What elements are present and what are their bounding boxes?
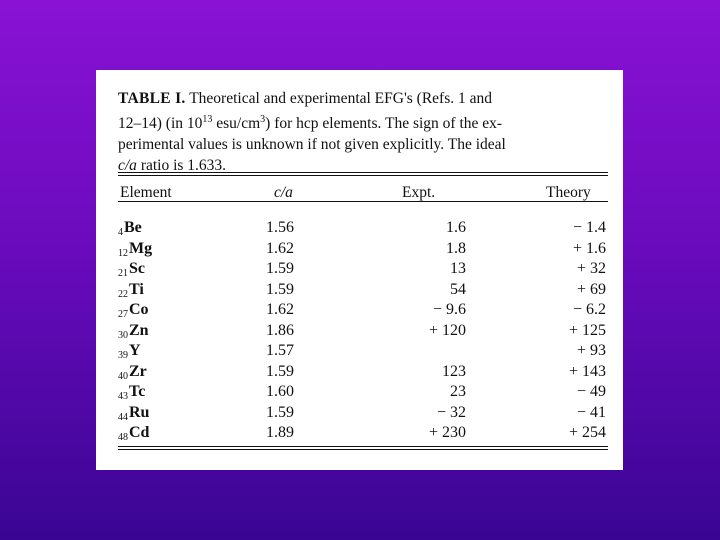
cell-ca: 1.59: [266, 362, 294, 380]
caption-exponent-3: 3: [260, 114, 266, 125]
cell-expt: 13: [450, 260, 466, 277]
caption-exponent-13: 13: [202, 114, 213, 125]
cell-expt: + 230: [428, 424, 466, 441]
caption-line-2a: 12–14) (in 10: [118, 115, 203, 133]
cell-ca: 1.89: [266, 424, 294, 441]
cell-theory: − 6.2: [572, 301, 606, 318]
caption-line-2b: esu/cm: [212, 115, 261, 133]
cell-expt: 54: [450, 280, 466, 298]
table-row: [96, 218, 623, 238]
table-page: [96, 70, 623, 470]
caption-line-1: Theoretical and experimental EFG's (Refs. 1 and: [189, 90, 492, 107]
table-row: [96, 382, 623, 402]
element-symbol: Co: [129, 301, 149, 318]
cell-expt: − 32: [436, 403, 466, 421]
element-symbol: Ru: [129, 403, 150, 421]
caption-line-4: ratio is 1.633.: [136, 157, 227, 175]
header-element: Element: [120, 184, 172, 201]
table-row: [96, 280, 623, 300]
cell-ca: 1.60: [266, 383, 294, 400]
cell-expt: + 120: [428, 321, 466, 339]
element-symbol: Zn: [129, 321, 149, 339]
atomic-number: 22: [118, 288, 128, 300]
table-caption: [118, 88, 608, 176]
cell-theory: + 125: [568, 321, 606, 339]
bottom-rule-double: [118, 449, 608, 450]
cell-theory: + 93: [576, 342, 606, 359]
cell-ca: 1.62: [266, 301, 294, 318]
atomic-number: 21: [118, 268, 128, 279]
element-symbol: Sc: [129, 260, 145, 277]
element-symbol: Tc: [129, 383, 146, 400]
cell-theory: + 69: [576, 280, 606, 298]
atomic-number: 30: [118, 329, 128, 341]
cell-expt: 23: [450, 383, 466, 400]
cell-theory: − 41: [576, 403, 606, 421]
cell-theory: + 254: [568, 424, 606, 441]
header-rule: [118, 201, 608, 202]
cell-expt: 1.6: [446, 219, 466, 236]
table-row: [96, 341, 623, 361]
table-row: [96, 423, 623, 443]
cell-ca: 1.57: [266, 342, 294, 359]
atomic-number: 44: [118, 411, 128, 423]
header-expt: Expt.: [402, 184, 436, 201]
cell-theory: + 143: [568, 362, 606, 380]
cell-expt: − 9.6: [432, 301, 466, 318]
cell-theory: − 49: [576, 383, 606, 400]
table-label: TABLE I.: [118, 90, 186, 107]
table-row: [96, 300, 623, 320]
cell-ca: 1.59: [266, 260, 294, 277]
cell-element: [118, 423, 198, 448]
atomic-number: 40: [118, 370, 128, 382]
cell-ca: 1.86: [266, 321, 294, 339]
atomic-number: 48: [118, 432, 128, 443]
cell-ca: 1.56: [266, 219, 294, 236]
header-ca: c/a: [274, 184, 293, 201]
top-rule: [118, 172, 608, 173]
cell-expt: 1.8: [446, 239, 466, 257]
cell-theory: − 1.4: [572, 219, 606, 236]
bottom-rule: [118, 446, 608, 447]
element-symbol: Zr: [129, 362, 147, 380]
atomic-number: 39: [118, 350, 128, 361]
atomic-number: 27: [118, 309, 128, 320]
cell-expt: 123: [442, 362, 466, 380]
cell-theory: + 32: [576, 260, 606, 277]
header-theory: Theory: [546, 184, 591, 201]
caption-line-3: perimental values is unknown if not given explicitly. The ideal: [118, 136, 506, 154]
atomic-number: 43: [118, 391, 128, 402]
cell-ca: 1.59: [266, 403, 294, 421]
atomic-number: 12: [118, 247, 128, 259]
top-rule-double: [118, 175, 608, 176]
cell-ca: 1.59: [266, 280, 294, 298]
element-symbol: Cd: [129, 424, 150, 441]
table-row: [96, 403, 623, 423]
element-symbol: Ti: [129, 280, 144, 298]
atomic-number: 4: [118, 227, 123, 238]
table-row: [96, 362, 623, 382]
table-row: [96, 321, 623, 341]
caption-line-2c: ) for hcp elements. The sign of the ex-: [265, 115, 503, 133]
table-row: [96, 239, 623, 259]
cell-theory: + 1.6: [572, 239, 606, 257]
element-symbol: Y: [129, 342, 141, 359]
cell-ca: 1.62: [266, 239, 294, 257]
element-symbol: Mg: [129, 239, 153, 257]
caption-ca-ratio: c/a: [118, 157, 137, 175]
table-row: [96, 259, 623, 279]
element-symbol: Be: [124, 219, 142, 236]
